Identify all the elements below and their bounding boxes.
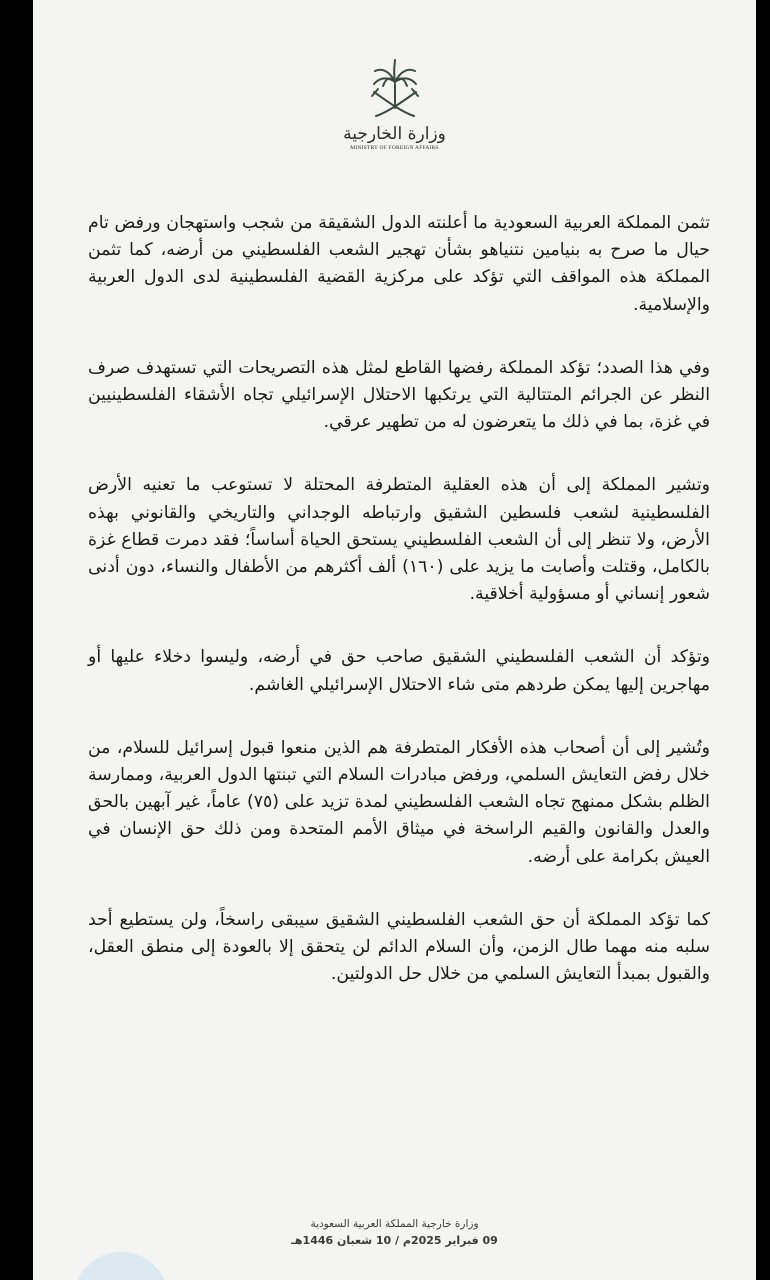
document-footer — [33, 1217, 756, 1250]
logo-english-text: MINISTRY OF FOREIGN AFFAIRS — [350, 145, 439, 151]
document-page — [33, 0, 756, 1280]
palm-swords-emblem-icon — [360, 56, 430, 122]
footer-date: 09 فبراير 2025م / 10 شعبان 1446هـ — [291, 1234, 498, 1247]
paragraph-1: تثمن المملكة العربية السعودية ما أعلنته الدول الشقيقة من شجب واستهجان ورفض تام حيال ما صرح به بنيامين نتنياهو بشأن تهجير الشعب الفلسطيني من أرضه، كما تثمن المملكة هذه المواقف التي تؤكد على مركزية القضية الفلسطينية لدى الدول العربية والإسلامية. — [88, 213, 710, 315]
paragraph-5: وتُشير إلى أن أصحاب هذه الأفكار المتطرفة هم الذين منعوا قبول إسرائيل للسلام، من خلال رفض التعايش السلمي، ورفض مبادرات السلام التي تبنتها الدول العربية، وممارسة الظلم بشكل ممنهج تجاه الشعب الفلسطيني لمدة تزيد على (٧٥) عاماً، غير آبهين بالحق والعدل والقانون والقيم الراسخة في ميثاق الأمم المتحدة ومن ذلك حق الإنسان في العيش بكرامة على أرضه. — [88, 737, 710, 867]
statement-body — [88, 210, 710, 1024]
corner-decoration — [73, 1252, 169, 1280]
paragraph-2: وفي هذا الصدد؛ تؤكد المملكة رفضها القاطع لمثل هذه التصريحات التي تستهدف صرف النظر عن الجرائم المتتالية التي يرتكبها الاحتلال الإسرائيلي تجاه الأشقاء الفلسطينيين في غزة، بما في ذلك ما يتعرضون له من تطهير عرقي. — [88, 357, 710, 433]
logo-arabic-text: وزارة الخارجية — [343, 124, 446, 144]
paragraph-3: وتشير المملكة إلى أن هذه العقلية المتطرفة المحتلة لا تستوعب ما تعنيه الأرض الفلسطينية لشعب فلسطين الشقيق وارتباطه الوجداني والتاريخي والقانوني بهذه الأرض، ولا تنظر إلى أن الشعب الفلسطيني يستحق الحياة أساساً؛ فقد دمرت قطاع غزة بالكامل، وقتلت وأصابت ما يزيد على (١٦٠) ألف أكثرهم من الأطفال والنساء، دون أدنى شعور إنساني أو مسؤولية أخلاقية. — [88, 475, 710, 605]
paragraph-6: كما تؤكد المملكة أن حق الشعب الفلسطيني الشقيق سيبقى راسخاً، ولن يستطيع أحد سلبه منه مهما طال الزمن، وأن السلام الدائم لن يتحقق إلا بالعودة إلى منطق العقل، والقبول بمبدأ التعايش السلمي من خلال حل الدولتين. — [88, 909, 710, 985]
ministry-logo — [33, 56, 756, 166]
paragraph-4: وتؤكد أن الشعب الفلسطيني الشقيق صاحب حق في أرضه، وليسوا دخلاء عليها أو مهاجرين إليها يمكن طردهم متى شاء الاحتلال الإسرائيلي الغاشم. — [88, 647, 710, 695]
footer-organization: وزارة خارجية المملكة العربية السعودية — [310, 1218, 479, 1230]
